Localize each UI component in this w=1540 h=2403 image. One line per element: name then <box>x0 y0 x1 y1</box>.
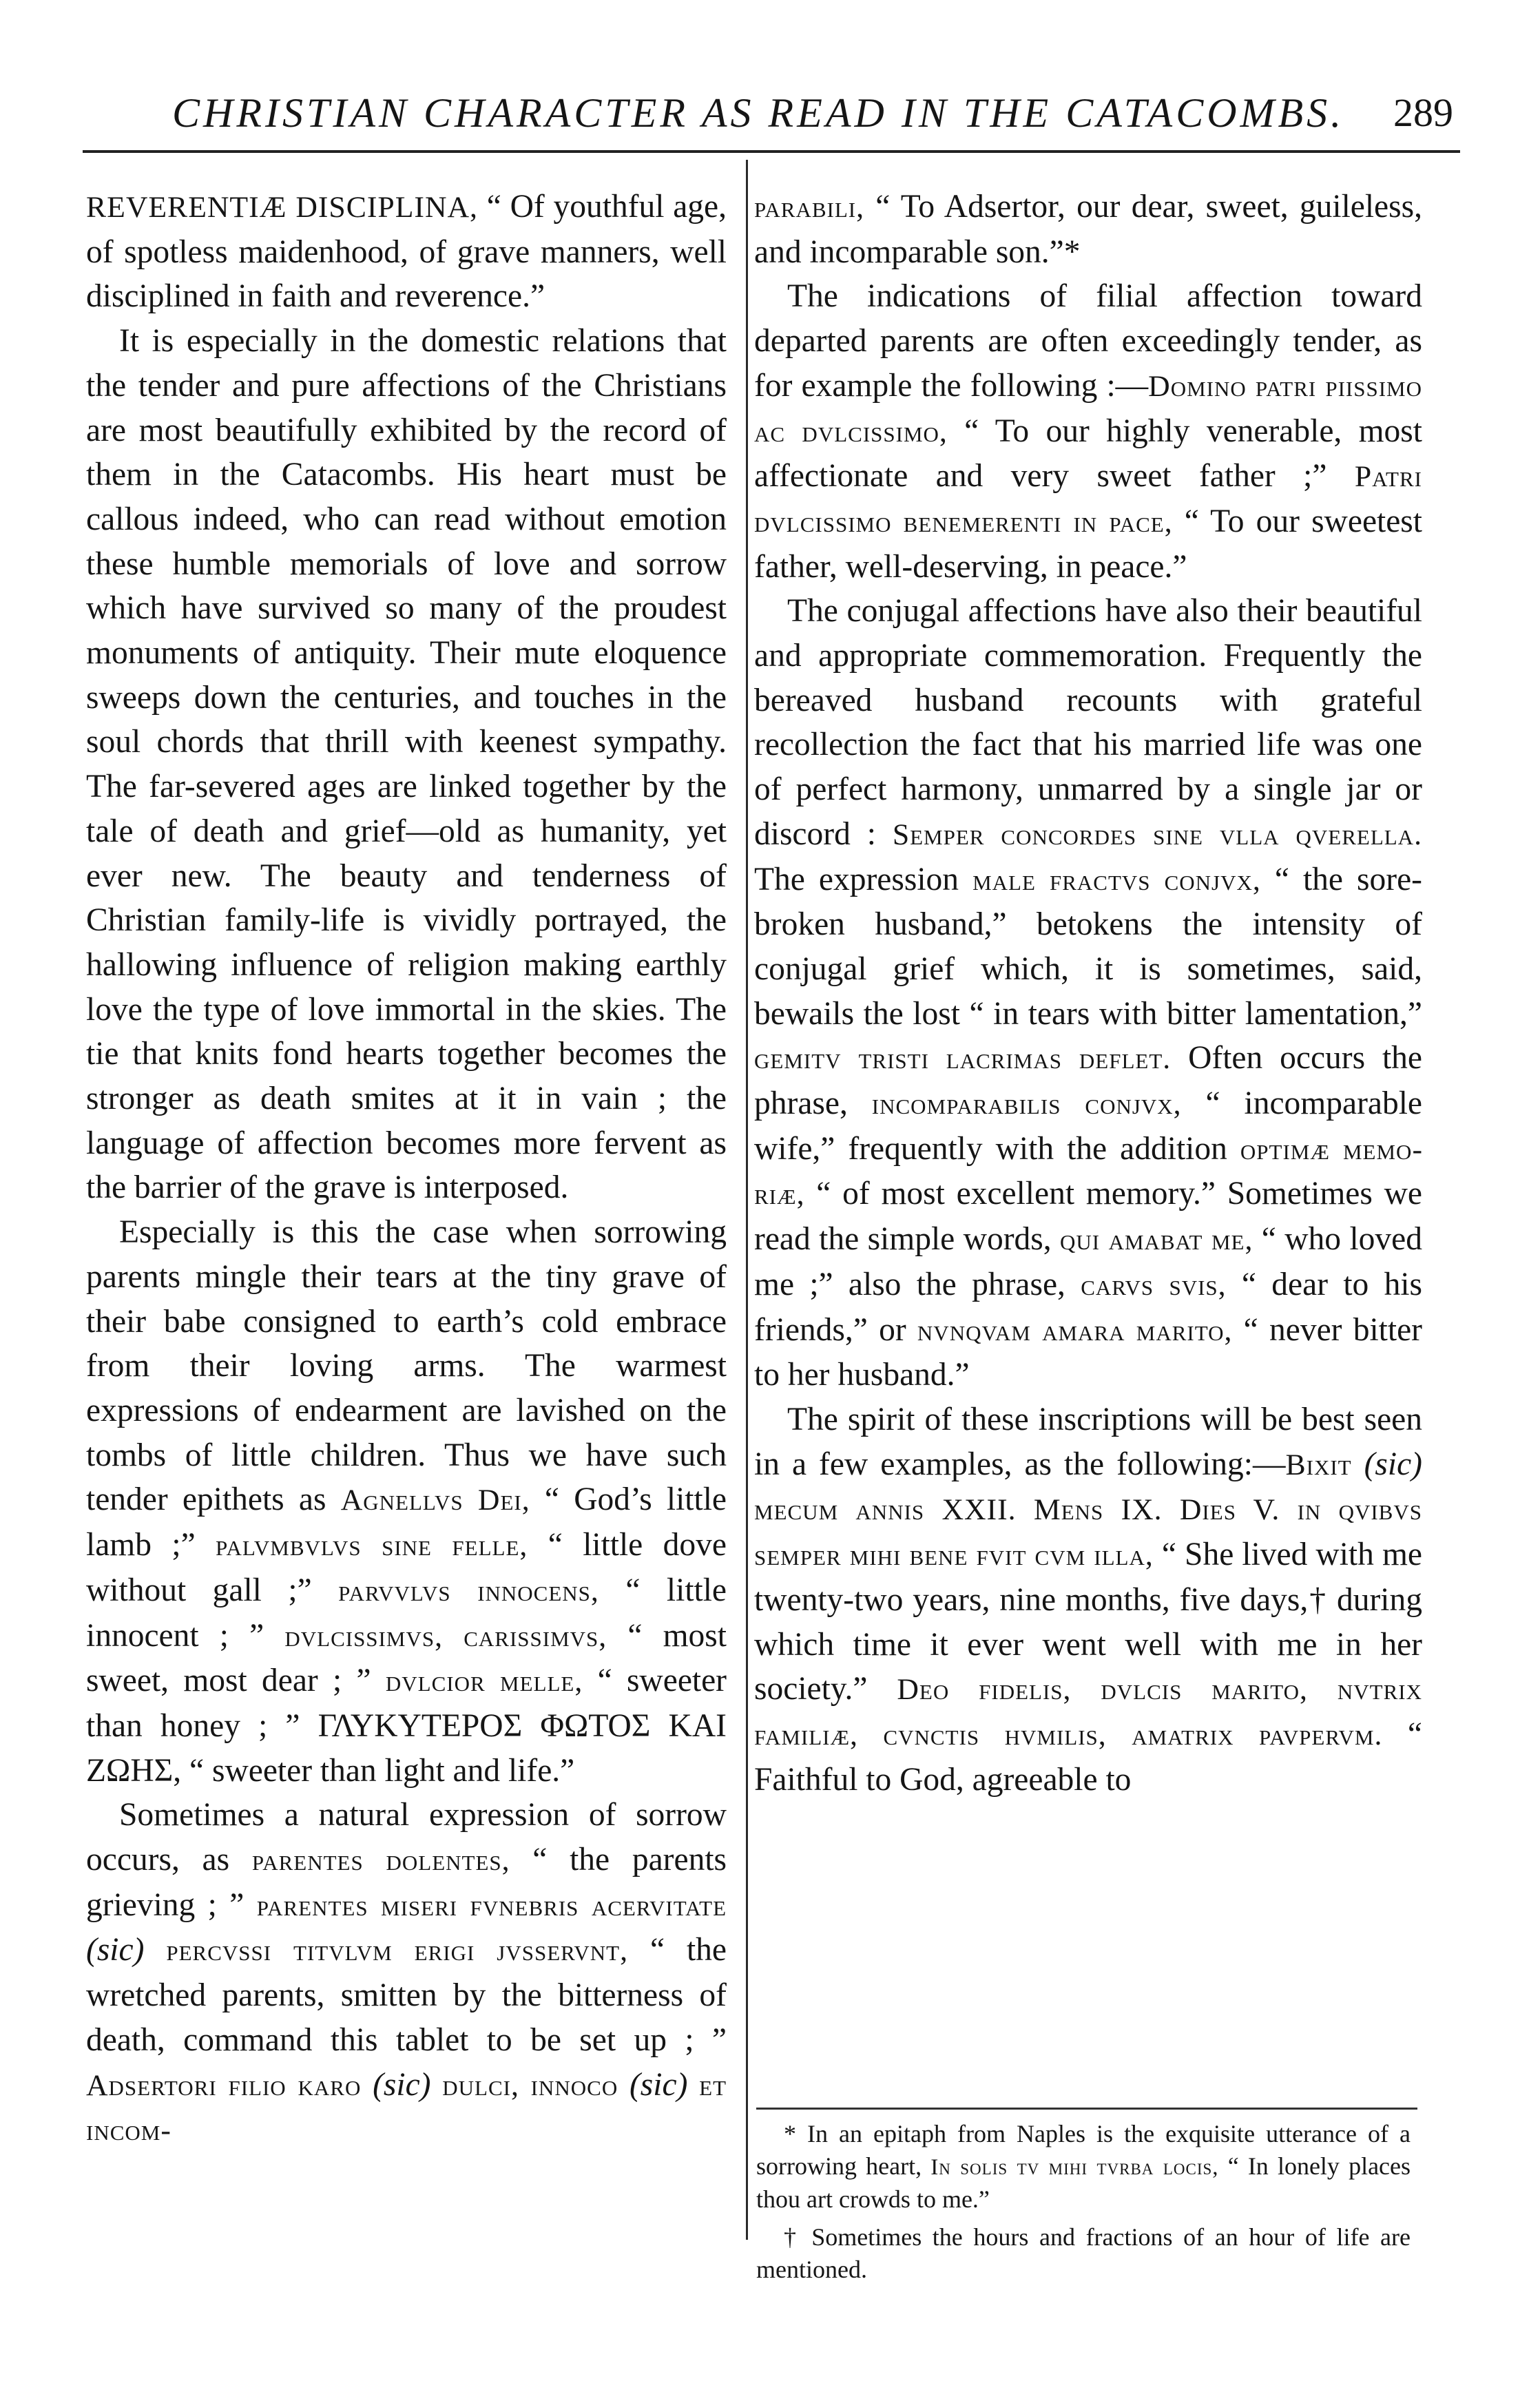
text-run: “ In lonely places thou art crowds to me.” <box>756 2152 1411 2213</box>
latin-inscription: palvmbvlvs sine felle, <box>216 1529 528 1563</box>
text-run: “ the wretched parents, smitten by the bitterness of death, command this tablet to be set up ; ” <box>86 1932 727 2058</box>
text-run: “ Faithful to God, agreeable to <box>754 1716 1422 1798</box>
latin-inscription: optimæ memoriæ, <box>754 1132 1422 1211</box>
text-run: “ dear to his friends,” or <box>754 1266 1423 1348</box>
text-run: The conjugal affections have also their beautiful and appropriate commemoration. Frequently the bereaved husband recounts with grateful recollection the fact that his married life was one of perfect harmony, unmarred by a single jar or discord : <box>754 593 1422 852</box>
latin-inscription: carvs svis, <box>1081 1268 1227 1302</box>
text-run: * In an epitaph from Naples is the exquisite utterance of a sorrowing heart, <box>756 2120 1411 2180</box>
paragraph <box>754 185 1422 274</box>
latin-inscription: Semper concordes sine vlla qverella. <box>892 818 1422 851</box>
right-column <box>754 185 1422 1802</box>
sic-note: (sic) <box>86 1932 167 1968</box>
column-divider <box>746 160 748 2240</box>
text-run: “ of most excellent memory.” Sometimes we read the simple words, <box>754 1176 1422 1258</box>
text-run: “ To Adsertor, our dear, sweet, guileless, and incomparable son.”* <box>754 189 1422 270</box>
latin-inscription: percvssi titvlvm erigi jvsservnt, <box>166 1934 628 1968</box>
latin-inscription: dvlcior melle, <box>385 1665 583 1698</box>
paragraph <box>754 274 1422 589</box>
text-run: “ never bitter to her husband.” <box>754 1311 1422 1393</box>
page-header <box>76 83 1474 158</box>
paragraph <box>86 185 727 319</box>
latin-inscription: Adsertori filio karo <box>86 2068 362 2102</box>
text-run: “ To our highly venerable, most affectionate and very sweet father ;” <box>754 413 1422 495</box>
latin-inscription: incomparabilis conjvx, <box>871 1088 1182 1121</box>
paragraph <box>86 1210 727 1793</box>
text-run: The indications of filial affection toward departed parents are often exceedingly tender, as for example the following :— <box>754 278 1422 404</box>
latin-inscription: dulci, innoco <box>442 2068 618 2102</box>
latin-inscription: Patri dvlcissimo benemerenti in pace, <box>754 460 1422 539</box>
text-run: “ little dove without gall ;” <box>86 1527 727 1608</box>
text-run: “ most sweet, most dear ; ” <box>86 1617 727 1699</box>
running-title: CHRISTIAN CHARACTER AS READ IN THE CATACOMBS. <box>172 90 1345 136</box>
footnote <box>756 2118 1411 2216</box>
latin-inscription: qui amabat me, <box>1060 1223 1253 1257</box>
text-run: “ God’s little lamb ;” <box>86 1481 727 1563</box>
text-run: “ incomparable wife,” frequently with the addition <box>754 1085 1422 1167</box>
text-run: Especially is this the case when sorrowing parents mingle their tears at the tiny grave of their babe consigned to earth’s cold embrace from their loving arms. The warmest expressions of endearment are lavished on the tombs of little children. Thus we have such tender epithets as <box>86 1214 727 1518</box>
latin-inscription: REVERENTIÆ DISCIPLINA, <box>86 191 478 224</box>
text-run: Sometimes a natural expression of sorrow occurs, as <box>86 1797 727 1878</box>
text-run: “ the sore-broken husband,” betokens the intensity of conjugal grief which, it is sometimes, said, bewails the lost “ in tears with bitter lamentation,” <box>754 861 1422 1032</box>
text-run: “ the parents grieving ; ” <box>86 1842 727 1923</box>
latin-inscription: mecum annis XXII. Mens IX. Dies V. in qvibvs semper mihi bene fvit cvm illa, <box>754 1493 1422 1572</box>
left-column <box>86 185 727 2153</box>
latin-inscription: Bixit <box>1285 1448 1352 1481</box>
text-run: “ little innocent ; ” <box>86 1572 727 1654</box>
latin-inscription: In solis tv mihi tvrba locis, <box>930 2154 1219 2180</box>
text-run: “ sweeter than honey ; ” <box>86 1663 727 1744</box>
latin-inscription: Agnellvs Dei, <box>340 1484 530 1517</box>
footnotes <box>756 2118 1411 2291</box>
latin-inscription: male fractvs conjvx, <box>972 863 1261 897</box>
text-run: “ To our sweetest father, well-deserving, in peace.” <box>754 503 1422 585</box>
paragraph: It is especially in the domestic relations that the tender and pure affections of the Christians are most beautifully exhibited by the record of them in the Catacombs. His heart must be callous indeed, who can read without emotion these humble memorials of love and sorrow which have survived so many of the proudest monuments of antiquity. Their mute eloquence sweeps down the centuries, and touches in the soul chords that thrill with keenest sympathy. The far-severed ages are linked together by the tale of death and grief—old as humanity, yet ever new. The beauty and tenderness of Christian family-life is vividly portrayed, the hallowing influence of religion making earthly love the type of love immortal in the skies. The tie that knits fond hearts together becomes the stronger as death smites at it in vain ; the language of affection becomes more fervent as the barrier of the grave is interposed. <box>86 323 727 1206</box>
latin-inscription: dvlcissimvs, carissimvs, <box>284 1619 607 1653</box>
latin-inscription: parvvlvs innocens, <box>338 1574 599 1608</box>
latin-inscription: parentes miseri fvnebris acervitate <box>256 1889 727 1922</box>
sic-note: (sic) <box>1351 1446 1422 1482</box>
text-run: Often occurs the phrase, <box>754 1040 1422 1122</box>
header-rule <box>83 150 1460 153</box>
sic-note: (sic) <box>618 2066 700 2103</box>
footnote-rule <box>756 2108 1417 2110</box>
text-run: “ Of youthful age, of spotless maidenhood, of grave manners, well disciplined in faith and reverence.” <box>86 189 727 315</box>
latin-inscription: Deo fidelis, dvlcis marito, nvtrix familiæ, cvnctis hvmilis, amatrix pavpervm. <box>754 1673 1422 1751</box>
text-run: “ who loved me ;” also the phrase, <box>754 1221 1422 1302</box>
text-run: “ She lived with me twenty-two years, nine months, five days,† during which time it ever went well with me in her society.” <box>754 1537 1422 1707</box>
latin-inscription: parentes dolentes, <box>251 1844 510 1877</box>
text-run: “ sweeter than light and life.” <box>181 1752 575 1789</box>
page-number: 289 <box>1393 90 1453 135</box>
paragraph <box>86 1793 727 2153</box>
greek-inscription: ΓΛΥΚΥΤΕΡΟΣ ΦΩΤΟΣ ΚΑΙ ΖΩΗΣ, <box>86 1707 727 1789</box>
footnote: † Sometimes the hours and fractions of an hour of life are mentioned. <box>756 2223 1411 2283</box>
paragraph <box>754 589 1422 1397</box>
sic-note: (sic) <box>361 2066 443 2103</box>
latin-inscription: nvnqvam amara marito, <box>917 1313 1233 1347</box>
latin-inscription: et incom- <box>86 2068 727 2147</box>
latin-inscription: parabili, <box>754 191 865 224</box>
text-run: The spirit of these inscriptions will be best seen in a few examples, as the following:— <box>754 1401 1422 1482</box>
paragraph <box>754 1397 1422 1802</box>
latin-inscription: Domino patri piissimo ac dvlcissimo, <box>754 369 1422 448</box>
text-run: The expression <box>754 861 973 897</box>
latin-inscription: gemitv tristi lacrimas deflet. <box>754 1042 1172 1076</box>
